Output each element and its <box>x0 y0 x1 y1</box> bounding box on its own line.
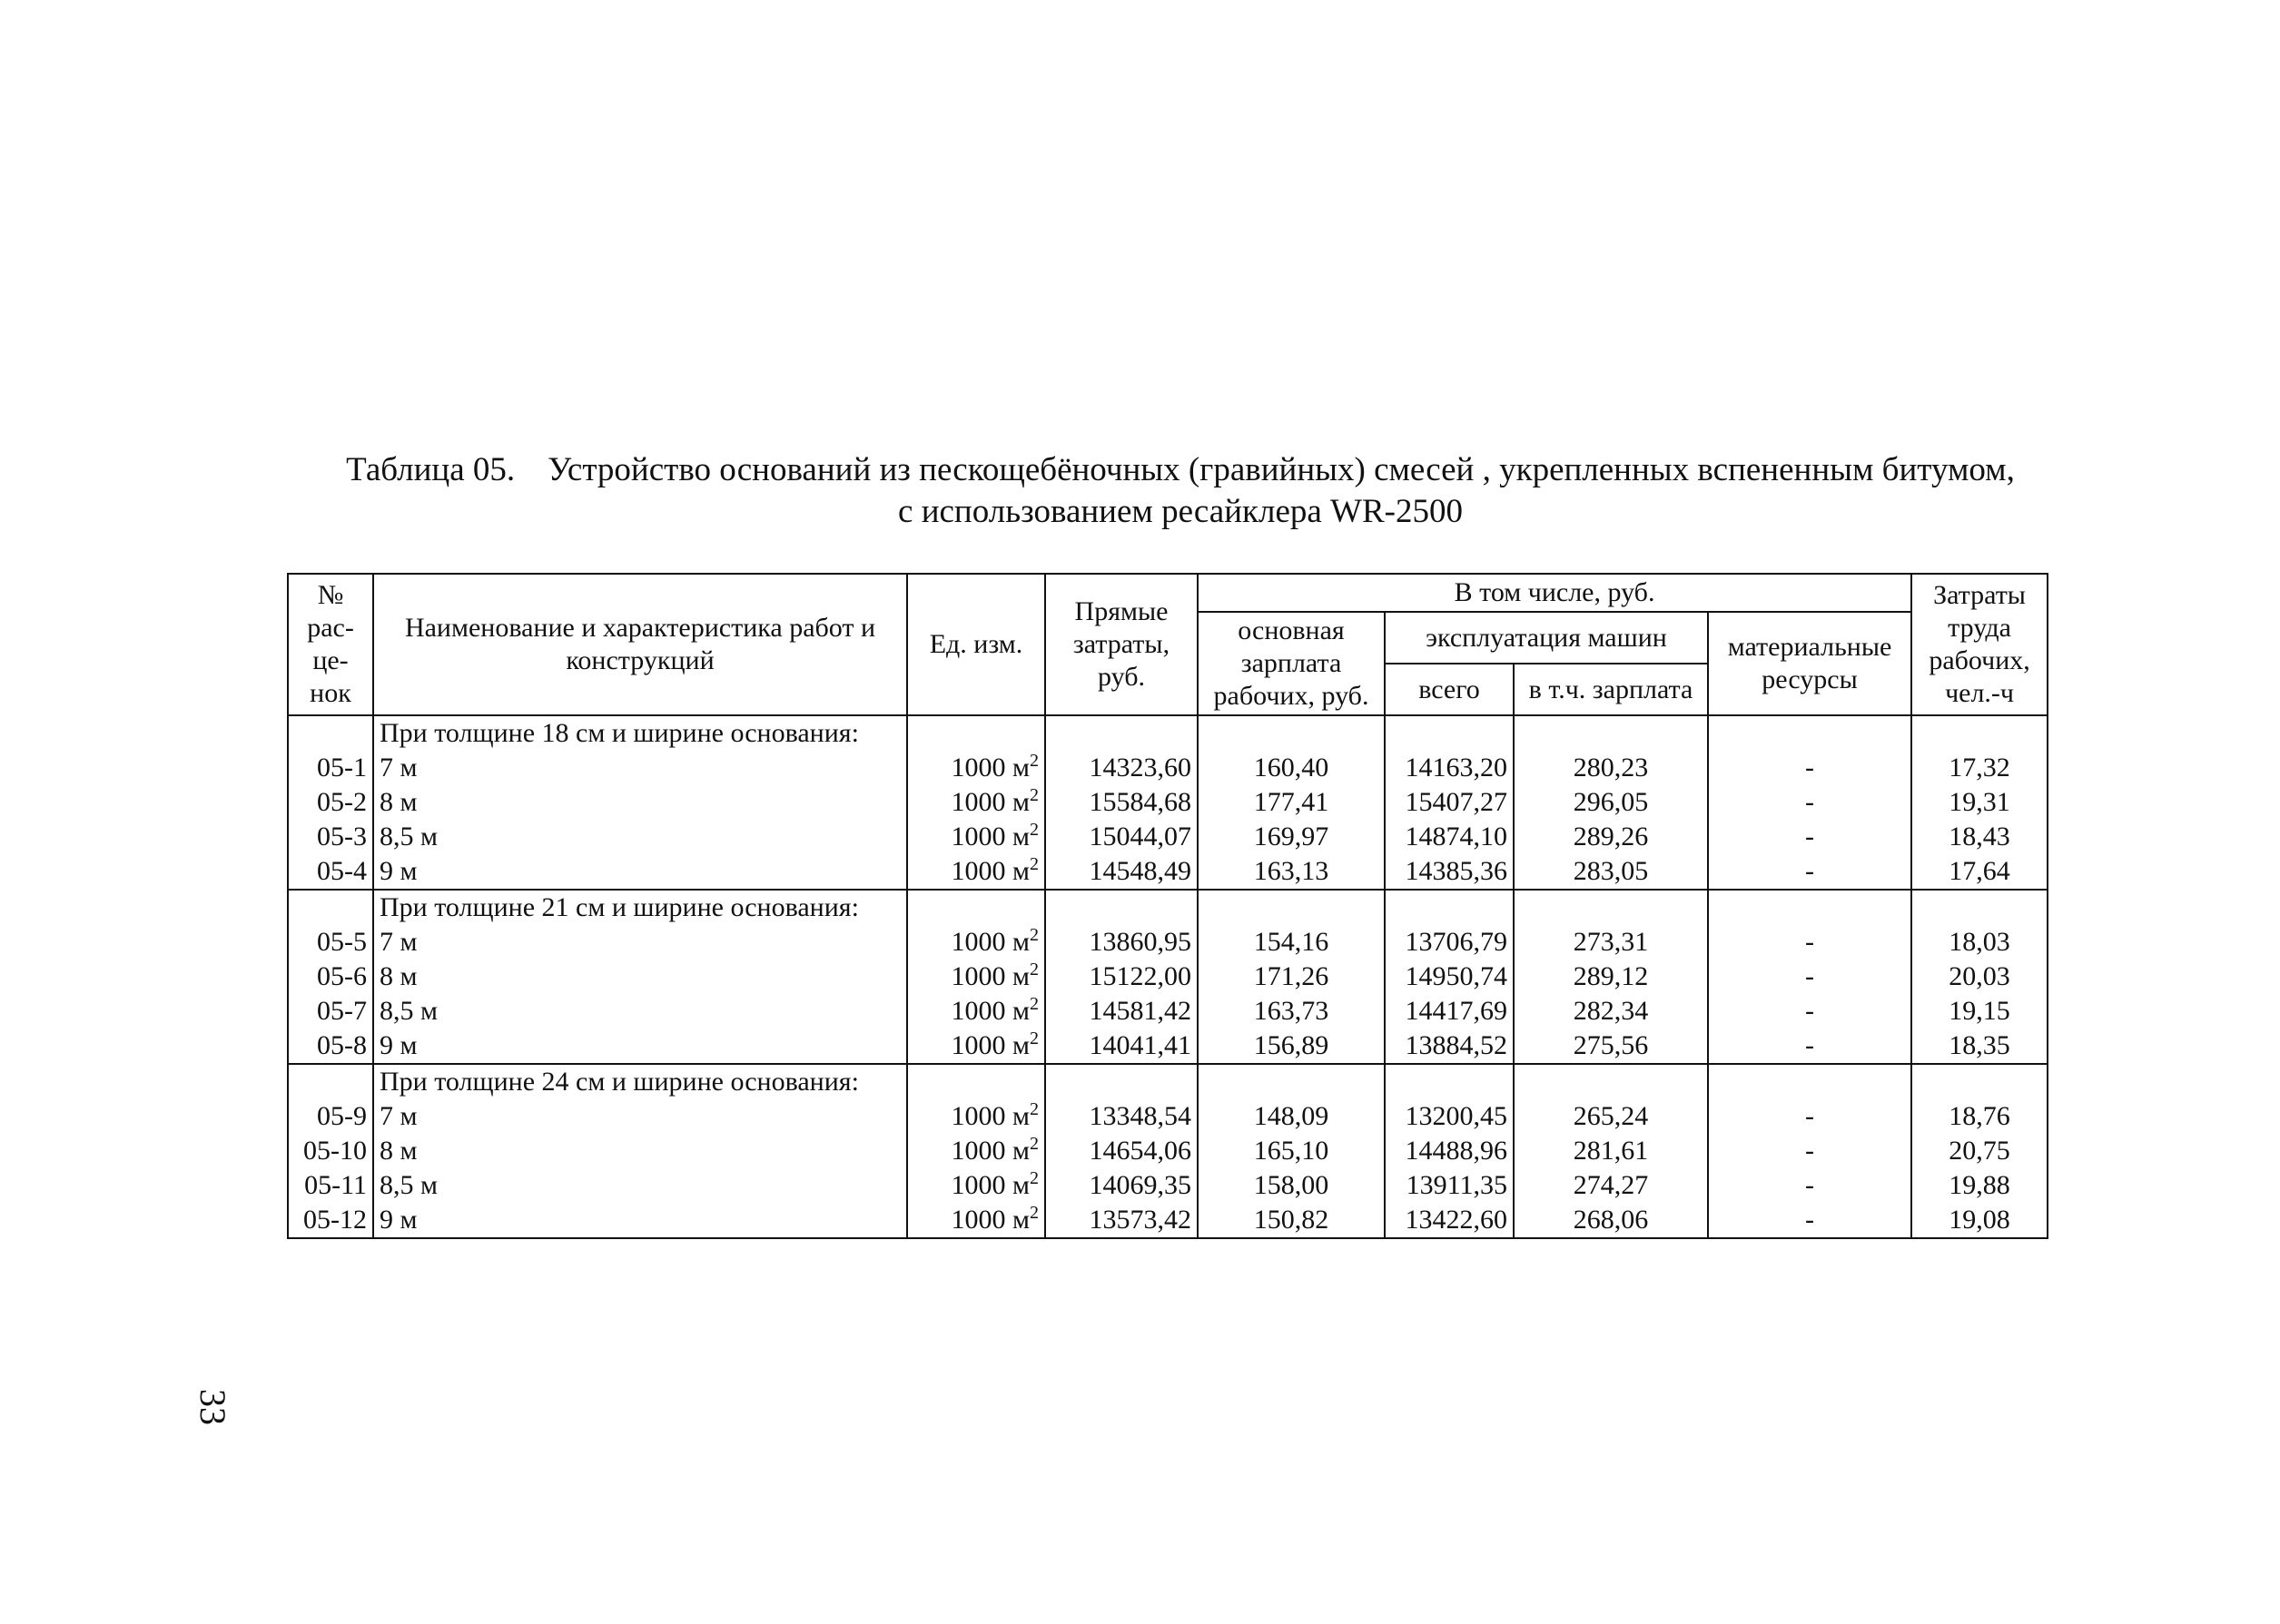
header-machines-wage: в т.ч. зарплата <box>1514 664 1708 715</box>
table-row <box>288 751 2048 785</box>
work-name: 8 м <box>373 960 907 994</box>
materials: - <box>1708 785 1911 820</box>
labor-costs: 20,03 <box>1911 960 2048 994</box>
direct-costs: 14323,60 <box>1045 751 1198 785</box>
rate-code: 05-10 <box>288 1134 373 1168</box>
machines-wage: 265,24 <box>1514 1099 1708 1134</box>
work-name: 9 м <box>373 1029 907 1064</box>
group-title: При толщине 24 см и ширине основания: <box>373 1064 907 1099</box>
empty-cell <box>1385 1064 1514 1099</box>
table-row <box>288 785 2048 820</box>
unit-exponent: 2 <box>1030 994 1039 1014</box>
labor-costs: 17,32 <box>1911 751 2048 785</box>
machines-total: 14874,10 <box>1385 820 1514 854</box>
header-direct-costs: Прямые затраты, руб. <box>1045 574 1198 715</box>
empty-cell <box>1911 1064 2048 1099</box>
header-unit: Ед. изм. <box>907 574 1045 715</box>
machines-wage: 273,31 <box>1514 925 1708 960</box>
work-name: 8,5 м <box>373 1168 907 1203</box>
materials: - <box>1708 751 1911 785</box>
labor-costs: 19,15 <box>1911 994 2048 1029</box>
header-name: Наименование и характеристика работ и конструкций <box>373 574 907 715</box>
table-row <box>288 960 2048 994</box>
work-name: 8 м <box>373 1134 907 1168</box>
rate-code: 05-3 <box>288 820 373 854</box>
page-number: 33 <box>192 1389 233 1425</box>
unit-exponent: 2 <box>1030 785 1039 805</box>
unit-exponent: 2 <box>1030 1099 1039 1119</box>
unit-exponent: 2 <box>1030 854 1039 874</box>
unit-cell <box>907 925 1045 960</box>
machines-wage: 281,61 <box>1514 1134 1708 1168</box>
wage: 171,26 <box>1198 960 1385 994</box>
empty-cell <box>1045 890 1198 925</box>
rate-code: 05-9 <box>288 1099 373 1134</box>
unit-text: 1000 м <box>951 1101 1030 1131</box>
wage: 154,16 <box>1198 925 1385 960</box>
table-title: Устройство оснований из пескощебёночных (гравийных) смесей , укрепленных вспененным битумом, <box>548 451 2015 488</box>
unit-cell <box>907 751 1045 785</box>
work-name: 8,5 м <box>373 994 907 1029</box>
unit-cell <box>907 820 1045 854</box>
unit-cell <box>907 1203 1045 1238</box>
unit-exponent: 2 <box>1030 925 1039 945</box>
table-caption <box>291 449 2070 533</box>
unit-cell <box>907 994 1045 1029</box>
work-name: 7 м <box>373 751 907 785</box>
table-row <box>288 925 2048 960</box>
table-row <box>288 1099 2048 1134</box>
code-cell <box>288 890 373 925</box>
header-wage: основная зарплата рабочих, руб. <box>1198 612 1385 715</box>
rate-code: 05-5 <box>288 925 373 960</box>
machines-total: 13422,60 <box>1385 1203 1514 1238</box>
table-row <box>288 994 2048 1029</box>
wage: 148,09 <box>1198 1099 1385 1134</box>
table-label: Таблица 05. <box>346 451 516 488</box>
machines-total: 13200,45 <box>1385 1099 1514 1134</box>
unit-text: 1000 м <box>951 1205 1030 1235</box>
rate-code: 05-7 <box>288 994 373 1029</box>
code-cell <box>288 715 373 751</box>
group-title-row <box>288 715 2048 751</box>
code-cell <box>288 1064 373 1099</box>
materials: - <box>1708 854 1911 890</box>
unit-cell <box>907 1029 1045 1064</box>
direct-costs: 14654,06 <box>1045 1134 1198 1168</box>
table-row <box>288 1029 2048 1064</box>
empty-cell <box>1514 1064 1708 1099</box>
labor-costs: 18,35 <box>1911 1029 2048 1064</box>
unit-text: 1000 м <box>951 822 1030 851</box>
machines-wage: 275,56 <box>1514 1029 1708 1064</box>
empty-cell <box>1708 890 1911 925</box>
materials: - <box>1708 960 1911 994</box>
group-title-row <box>288 1064 2048 1099</box>
table-title-line-2: с использованием ресайклера WR-2500 <box>898 493 1463 530</box>
direct-costs: 15584,68 <box>1045 785 1198 820</box>
rate-code: 05-4 <box>288 854 373 890</box>
unit-text: 1000 м <box>951 1170 1030 1200</box>
machines-total: 13911,35 <box>1385 1168 1514 1203</box>
unit-exponent: 2 <box>1030 751 1039 771</box>
unit-exponent: 2 <box>1030 1168 1039 1188</box>
rate-code: 05-12 <box>288 1203 373 1238</box>
wage: 156,89 <box>1198 1029 1385 1064</box>
unit-text: 1000 м <box>951 753 1030 782</box>
header-machines-total: всего <box>1385 664 1514 715</box>
direct-costs: 14041,41 <box>1045 1029 1198 1064</box>
rate-code: 05-11 <box>288 1168 373 1203</box>
caption-line-1 <box>291 449 2070 491</box>
rate-code: 05-1 <box>288 751 373 785</box>
machines-wage: 296,05 <box>1514 785 1708 820</box>
empty-cell <box>1708 1064 1911 1099</box>
table-row <box>288 854 2048 890</box>
unit-cell <box>907 785 1045 820</box>
header-materials: материальные ресурсы <box>1708 612 1911 715</box>
machines-total: 14950,74 <box>1385 960 1514 994</box>
labor-costs: 19,88 <box>1911 1168 2048 1203</box>
labor-costs: 19,31 <box>1911 785 2048 820</box>
header-labor: Затраты труда рабочих, чел.-ч <box>1911 574 2048 715</box>
unit-cell <box>907 1134 1045 1168</box>
empty-cell <box>907 1064 1045 1099</box>
work-name: 8,5 м <box>373 820 907 854</box>
unit-text: 1000 м <box>951 1136 1030 1166</box>
table-header <box>288 574 2048 715</box>
work-name: 7 м <box>373 925 907 960</box>
machines-total: 14163,20 <box>1385 751 1514 785</box>
labor-costs: 20,75 <box>1911 1134 2048 1168</box>
materials: - <box>1708 1099 1911 1134</box>
direct-costs: 15044,07 <box>1045 820 1198 854</box>
machines-total: 15407,27 <box>1385 785 1514 820</box>
labor-costs: 18,03 <box>1911 925 2048 960</box>
machines-wage: 289,26 <box>1514 820 1708 854</box>
empty-cell <box>1045 1064 1198 1099</box>
wage: 150,82 <box>1198 1203 1385 1238</box>
materials: - <box>1708 994 1911 1029</box>
unit-text: 1000 м <box>951 996 1030 1026</box>
unit-exponent: 2 <box>1030 1134 1039 1154</box>
empty-cell <box>1514 890 1708 925</box>
unit-text: 1000 м <box>951 961 1030 991</box>
direct-costs: 13860,95 <box>1045 925 1198 960</box>
group-title: При толщине 21 см и ширине основания: <box>373 890 907 925</box>
wage: 177,41 <box>1198 785 1385 820</box>
unit-text: 1000 м <box>951 1030 1030 1060</box>
labor-costs: 17,64 <box>1911 854 2048 890</box>
wage: 163,73 <box>1198 994 1385 1029</box>
table-row <box>288 1134 2048 1168</box>
direct-costs: 14581,42 <box>1045 994 1198 1029</box>
labor-costs: 18,76 <box>1911 1099 2048 1134</box>
empty-cell <box>1708 715 1911 751</box>
rate-code: 05-2 <box>288 785 373 820</box>
group-title: При толщине 18 см и ширине основания: <box>373 715 907 751</box>
unit-cell <box>907 1099 1045 1134</box>
machines-total: 13884,52 <box>1385 1029 1514 1064</box>
rate-code: 05-8 <box>288 1029 373 1064</box>
empty-cell <box>1198 715 1385 751</box>
empty-cell <box>1911 715 2048 751</box>
direct-costs: 14069,35 <box>1045 1168 1198 1203</box>
empty-cell <box>1045 715 1198 751</box>
machines-wage: 280,23 <box>1514 751 1708 785</box>
materials: - <box>1708 820 1911 854</box>
materials: - <box>1708 1168 1911 1203</box>
materials: - <box>1708 1029 1911 1064</box>
unit-cell <box>907 1168 1045 1203</box>
unit-text: 1000 м <box>951 856 1030 886</box>
empty-cell <box>1198 890 1385 925</box>
materials: - <box>1708 1134 1911 1168</box>
direct-costs: 14548,49 <box>1045 854 1198 890</box>
empty-cell <box>907 715 1045 751</box>
empty-cell <box>1385 715 1514 751</box>
price-table <box>287 573 2048 1239</box>
materials: - <box>1708 1203 1911 1238</box>
table-body <box>288 715 2048 1238</box>
wage: 163,13 <box>1198 854 1385 890</box>
table-row <box>288 820 2048 854</box>
machines-total: 14488,96 <box>1385 1134 1514 1168</box>
table-row <box>288 1203 2048 1238</box>
unit-cell <box>907 854 1045 890</box>
empty-cell <box>907 890 1045 925</box>
labor-costs: 18,43 <box>1911 820 2048 854</box>
machines-total: 14385,36 <box>1385 854 1514 890</box>
work-name: 7 м <box>373 1099 907 1134</box>
work-name: 9 м <box>373 854 907 890</box>
empty-cell <box>1385 890 1514 925</box>
unit-exponent: 2 <box>1030 1029 1039 1048</box>
table-row <box>288 1168 2048 1203</box>
machines-wage: 274,27 <box>1514 1168 1708 1203</box>
direct-costs: 13348,54 <box>1045 1099 1198 1134</box>
unit-exponent: 2 <box>1030 1203 1039 1223</box>
machines-wage: 268,06 <box>1514 1203 1708 1238</box>
machines-wage: 282,34 <box>1514 994 1708 1029</box>
empty-cell <box>1198 1064 1385 1099</box>
work-name: 8 м <box>373 785 907 820</box>
labor-costs: 19,08 <box>1911 1203 2048 1238</box>
materials: - <box>1708 925 1911 960</box>
unit-exponent: 2 <box>1030 820 1039 840</box>
header-num: № рас-це-нок <box>288 574 373 715</box>
wage: 165,10 <box>1198 1134 1385 1168</box>
direct-costs: 13573,42 <box>1045 1203 1198 1238</box>
unit-text: 1000 м <box>951 787 1030 817</box>
machines-total: 14417,69 <box>1385 994 1514 1029</box>
work-name: 9 м <box>373 1203 907 1238</box>
group-title-row <box>288 890 2048 925</box>
machines-wage: 289,12 <box>1514 960 1708 994</box>
wage: 158,00 <box>1198 1168 1385 1203</box>
machines-total: 13706,79 <box>1385 925 1514 960</box>
empty-cell <box>1911 890 2048 925</box>
wage: 160,40 <box>1198 751 1385 785</box>
empty-cell <box>1514 715 1708 751</box>
unit-text: 1000 м <box>951 927 1030 957</box>
direct-costs: 15122,00 <box>1045 960 1198 994</box>
header-machines: эксплуатация машин <box>1385 612 1708 664</box>
rate-code: 05-6 <box>288 960 373 994</box>
unit-exponent: 2 <box>1030 960 1039 979</box>
wage: 169,97 <box>1198 820 1385 854</box>
machines-wage: 283,05 <box>1514 854 1708 890</box>
header-including: В том числе, руб. <box>1198 574 1911 612</box>
unit-cell <box>907 960 1045 994</box>
